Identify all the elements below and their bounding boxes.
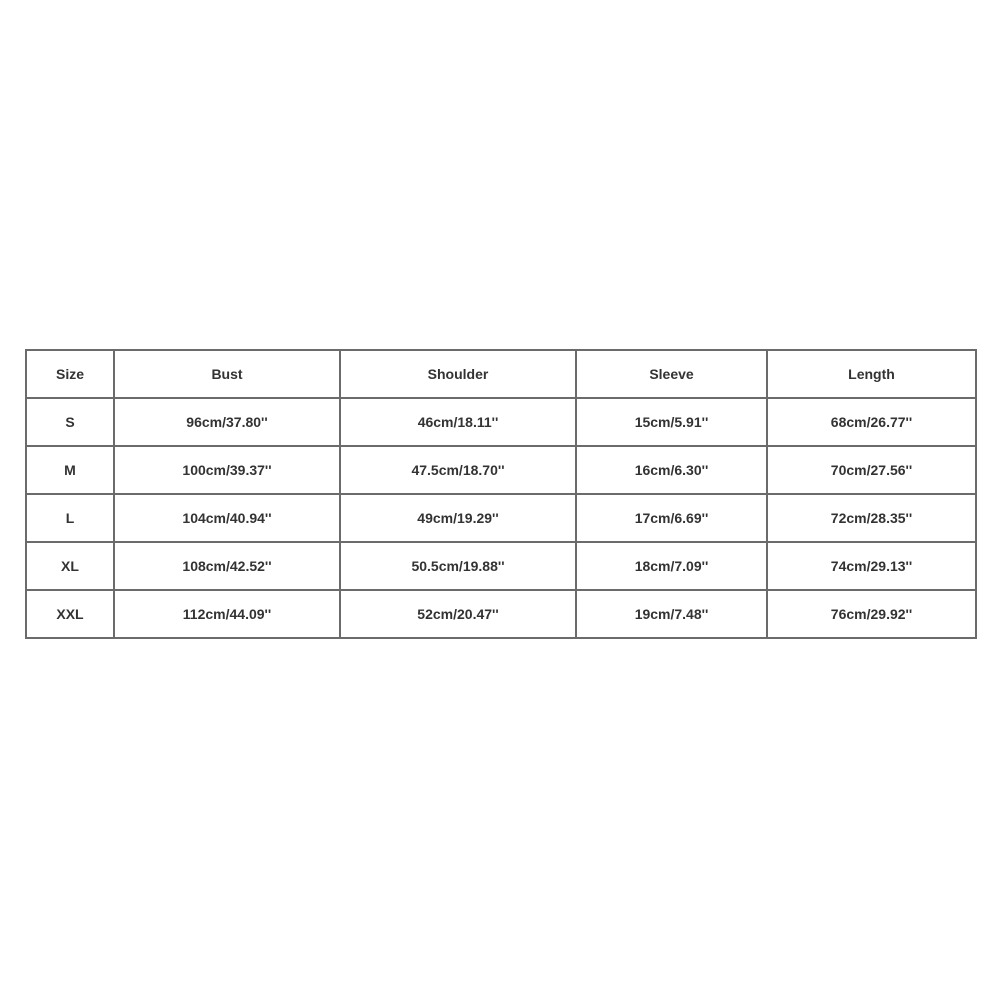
size-cell: L bbox=[26, 494, 114, 542]
bust-cell: 104cm/40.94'' bbox=[114, 494, 340, 542]
table-row bbox=[26, 542, 976, 590]
bust-cell: 100cm/39.37'' bbox=[114, 446, 340, 494]
sleeve-cell: 17cm/6.69'' bbox=[576, 494, 767, 542]
table-row bbox=[26, 446, 976, 494]
shoulder-cell: 46cm/18.11'' bbox=[340, 398, 576, 446]
size-cell: XL bbox=[26, 542, 114, 590]
length-cell: 72cm/28.35'' bbox=[767, 494, 976, 542]
length-cell: 74cm/29.13'' bbox=[767, 542, 976, 590]
table-row bbox=[26, 398, 976, 446]
table-row bbox=[26, 494, 976, 542]
shoulder-cell: 47.5cm/18.70'' bbox=[340, 446, 576, 494]
shoulder-cell: 50.5cm/19.88'' bbox=[340, 542, 576, 590]
header-row bbox=[26, 350, 976, 398]
sleeve-cell: 16cm/6.30'' bbox=[576, 446, 767, 494]
size-cell: S bbox=[26, 398, 114, 446]
header-sleeve: Sleeve bbox=[576, 350, 767, 398]
header-shoulder: Shoulder bbox=[340, 350, 576, 398]
bust-cell: 96cm/37.80'' bbox=[114, 398, 340, 446]
header-size: Size bbox=[26, 350, 114, 398]
sleeve-cell: 18cm/7.09'' bbox=[576, 542, 767, 590]
header-bust: Bust bbox=[114, 350, 340, 398]
bust-cell: 112cm/44.09'' bbox=[114, 590, 340, 638]
sleeve-cell: 15cm/5.91'' bbox=[576, 398, 767, 446]
table-row bbox=[26, 590, 976, 638]
header-length: Length bbox=[767, 350, 976, 398]
sleeve-cell: 19cm/7.48'' bbox=[576, 590, 767, 638]
size-cell: XXL bbox=[26, 590, 114, 638]
length-cell: 70cm/27.56'' bbox=[767, 446, 976, 494]
length-cell: 68cm/26.77'' bbox=[767, 398, 976, 446]
size-cell: M bbox=[26, 446, 114, 494]
shoulder-cell: 52cm/20.47'' bbox=[340, 590, 576, 638]
shoulder-cell: 49cm/19.29'' bbox=[340, 494, 576, 542]
size-chart-table bbox=[25, 349, 977, 639]
length-cell: 76cm/29.92'' bbox=[767, 590, 976, 638]
bust-cell: 108cm/42.52'' bbox=[114, 542, 340, 590]
